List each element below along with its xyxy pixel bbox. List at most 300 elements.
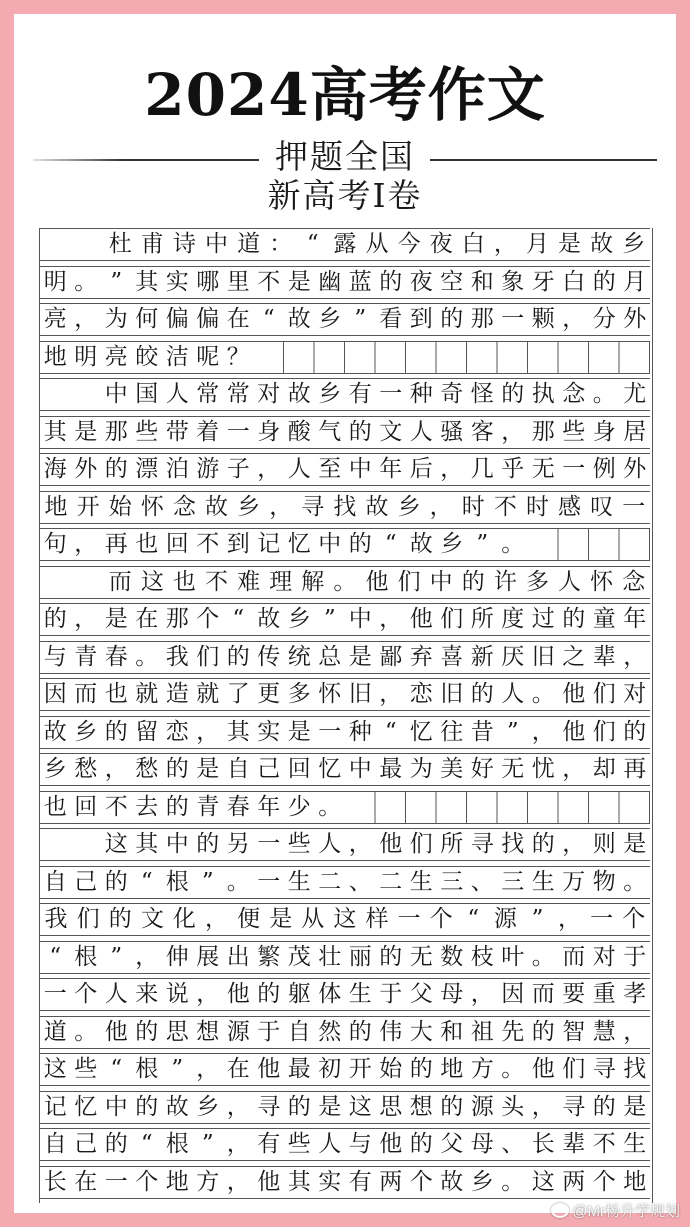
essay-char: 客 bbox=[467, 417, 498, 448]
essay-char: 些 bbox=[71, 1054, 102, 1085]
essay-char: 他 bbox=[254, 1167, 285, 1198]
essay-char: 外 bbox=[71, 454, 102, 485]
essay-char: 长 bbox=[40, 1167, 71, 1198]
essay-char: 种 bbox=[345, 717, 376, 748]
essay-char: ， bbox=[559, 829, 590, 860]
essay-char: 们 bbox=[72, 904, 104, 935]
essay-char: 尤 bbox=[620, 379, 651, 410]
essay-char: 源 bbox=[489, 904, 521, 935]
essay-char: 的 bbox=[528, 829, 559, 860]
essay-char: ， bbox=[376, 604, 407, 635]
essay-char: 而 bbox=[528, 979, 559, 1010]
essay-char: 便 bbox=[233, 904, 265, 935]
essay-char: 故 bbox=[586, 229, 618, 260]
essay-char: 的 bbox=[559, 604, 590, 635]
essay-char: 记 bbox=[40, 1092, 71, 1123]
essay-char: 一 bbox=[254, 829, 285, 860]
essay-char: 过 bbox=[528, 604, 559, 635]
essay-char: ， bbox=[425, 492, 457, 523]
essay-char: 喜 bbox=[437, 642, 468, 673]
essay-char: 繁 bbox=[254, 942, 285, 973]
essay-char: 往 bbox=[437, 717, 468, 748]
essay-char: 他 bbox=[559, 717, 590, 748]
essay-char: 始 bbox=[376, 1054, 407, 1085]
essay-row bbox=[40, 1053, 650, 1086]
essay-char: 旧 bbox=[345, 679, 376, 710]
essay-char: 对 bbox=[589, 942, 620, 973]
essay-char: 而 bbox=[559, 942, 590, 973]
essay-char: 长 bbox=[528, 1129, 559, 1160]
essay-char: 文 bbox=[376, 417, 407, 448]
essay-char: ， bbox=[345, 829, 376, 860]
page-title: 2024高考作文 bbox=[144, 61, 546, 129]
essay-char: 他 bbox=[223, 979, 254, 1010]
essay-char: 杜 bbox=[104, 229, 136, 260]
essay-char: 初 bbox=[315, 1054, 346, 1085]
essay-char: 里 bbox=[223, 267, 254, 298]
essay-char: 他 bbox=[406, 604, 437, 635]
essay-char: ： bbox=[265, 229, 297, 260]
essay-char: 自 bbox=[223, 754, 254, 785]
essay-char: 对 bbox=[254, 379, 285, 410]
essay-char bbox=[72, 229, 104, 260]
essay-char: 一 bbox=[254, 867, 285, 898]
essay-row bbox=[40, 866, 650, 899]
essay-char: 说 bbox=[162, 979, 193, 1010]
essay-char: 们 bbox=[559, 1054, 590, 1085]
essay-char: 明 bbox=[40, 267, 71, 298]
essay-char: 乡 bbox=[315, 379, 346, 410]
essay-char: 源 bbox=[467, 1092, 498, 1123]
essay-char: 身 bbox=[254, 417, 285, 448]
essay-char: 。 bbox=[498, 1167, 529, 1198]
essay-char: 个 bbox=[425, 904, 457, 935]
essay-char: 在 bbox=[223, 1054, 254, 1085]
essay-char: 更 bbox=[254, 679, 285, 710]
essay-char: 寻 bbox=[254, 1092, 285, 1123]
essay-char: 他 bbox=[376, 1129, 407, 1160]
essay-row bbox=[40, 828, 650, 861]
essay-char: 故 bbox=[40, 717, 71, 748]
essay-char: 例 bbox=[589, 454, 620, 485]
essay-char: 故 bbox=[254, 604, 285, 635]
essay-char: 母 bbox=[467, 1129, 498, 1160]
essay-char: 想 bbox=[406, 1092, 437, 1123]
essay-char: 故 bbox=[406, 529, 437, 560]
essay-char: ， bbox=[467, 979, 498, 1010]
essay-char: 而 bbox=[104, 567, 136, 598]
essay-char: 一 bbox=[40, 979, 71, 1010]
essay-char: 故 bbox=[162, 1092, 193, 1123]
essay-char: 道 bbox=[40, 1017, 71, 1048]
essay-char: 的 bbox=[101, 867, 132, 898]
essay-char: 句 bbox=[40, 529, 71, 560]
essay-char: 的 bbox=[101, 1129, 132, 1160]
essay-char: 他 bbox=[254, 1054, 285, 1085]
essay-char: 的 bbox=[162, 754, 193, 785]
essay-char: 其 bbox=[284, 1167, 315, 1198]
essay-char bbox=[40, 829, 71, 860]
essay-char: 忆 bbox=[284, 529, 315, 560]
essay-char: 寻 bbox=[297, 492, 329, 523]
essay-char: 身 bbox=[589, 417, 620, 448]
essay-char: 的 bbox=[104, 904, 136, 935]
essay-char: 有 bbox=[254, 1129, 285, 1160]
essay-char: 回 bbox=[71, 792, 102, 823]
essay-char: 旧 bbox=[528, 642, 559, 673]
essay-char: ， bbox=[71, 604, 102, 635]
essay-char: ， bbox=[559, 304, 590, 335]
essay-row bbox=[40, 678, 650, 711]
essay-char: 到 bbox=[223, 529, 254, 560]
essay-char: 是 bbox=[265, 904, 297, 935]
essay-row bbox=[40, 416, 650, 449]
essay-row bbox=[40, 903, 650, 936]
essay-char: 最 bbox=[284, 1054, 315, 1085]
essay-char: 夜 bbox=[425, 229, 457, 260]
essay-char: 是 bbox=[620, 829, 651, 860]
essay-char: 乡 bbox=[40, 754, 71, 785]
essay-char: 这 bbox=[528, 1167, 559, 1198]
essay-char: 骚 bbox=[437, 417, 468, 448]
essay-char: 恋 bbox=[406, 679, 437, 710]
essay-char: ” bbox=[467, 529, 498, 560]
essay-char: ， bbox=[489, 229, 521, 260]
essay-char: 茂 bbox=[284, 942, 315, 973]
essay-char: 蓝 bbox=[345, 267, 376, 298]
essay-char: ， bbox=[528, 1092, 559, 1123]
essay-char: ” bbox=[162, 1054, 193, 1085]
essay-char: 祖 bbox=[467, 1017, 498, 1048]
essay-char: 然 bbox=[315, 1017, 346, 1048]
essay-char: ， bbox=[254, 454, 285, 485]
essay-char: 慧 bbox=[589, 1017, 620, 1048]
essay-char: “ bbox=[223, 604, 254, 635]
essay-char: ， bbox=[620, 642, 651, 673]
essay-char: 人 bbox=[101, 979, 132, 1010]
essay-char: 始 bbox=[104, 492, 136, 523]
essay-char: 。 bbox=[223, 867, 254, 898]
essay-char: 中 bbox=[345, 604, 376, 635]
essay-char: 是 bbox=[101, 604, 132, 635]
essay-char: 一 bbox=[376, 379, 407, 410]
essay-char: 从 bbox=[361, 229, 393, 260]
essay-char: 愁 bbox=[132, 754, 163, 785]
essay-char: ” bbox=[498, 717, 529, 748]
essay-char bbox=[72, 567, 104, 598]
essay-row bbox=[40, 941, 650, 974]
essay-char: 忆 bbox=[406, 717, 437, 748]
essay-char: 带 bbox=[162, 417, 193, 448]
essay-char: ” bbox=[193, 867, 224, 898]
essay-char: 就 bbox=[132, 679, 163, 710]
essay-char: 中 bbox=[345, 754, 376, 785]
essay-char: 的 bbox=[589, 1092, 620, 1123]
essay-char: 弃 bbox=[406, 642, 437, 673]
essay-char: 故 bbox=[200, 492, 232, 523]
essay-char: 不 bbox=[101, 792, 132, 823]
essay-char: 忧 bbox=[528, 754, 559, 785]
essay-char: 气 bbox=[315, 417, 346, 448]
essay-char: 时 bbox=[521, 492, 553, 523]
essay-char: 为 bbox=[101, 304, 132, 335]
essay-char: 伸 bbox=[162, 942, 193, 973]
essay-char: 故 bbox=[284, 379, 315, 410]
essay-char: 多 bbox=[284, 679, 315, 710]
essay-char: 洁 bbox=[162, 342, 193, 373]
essay-char: 生 bbox=[620, 1129, 651, 1160]
essay-char: 呢 bbox=[193, 342, 224, 373]
essay-char: 找 bbox=[620, 1054, 651, 1085]
essay-char: 中 bbox=[162, 829, 193, 860]
essay-char: 的 bbox=[345, 1017, 376, 1048]
essay-char: ” bbox=[521, 904, 553, 935]
essay-char: 外 bbox=[620, 304, 651, 335]
essay-char: 。 bbox=[132, 642, 163, 673]
essay-char: 地 bbox=[620, 1167, 651, 1198]
essay-char: 个 bbox=[589, 1167, 620, 1198]
essay-char: 偏 bbox=[162, 304, 193, 335]
essay-row bbox=[40, 716, 650, 749]
essay-char: ？ bbox=[223, 342, 254, 373]
essay-char: 忆 bbox=[71, 1092, 102, 1123]
essay-row bbox=[40, 791, 650, 824]
essay-char: 个 bbox=[618, 904, 650, 935]
essay-char: ， bbox=[223, 1092, 254, 1123]
essay-char: 们 bbox=[437, 604, 468, 635]
essay-char: 其 bbox=[40, 417, 71, 448]
essay-char bbox=[40, 379, 71, 410]
essay-char: ， bbox=[71, 304, 102, 335]
essay-char: 鄙 bbox=[376, 642, 407, 673]
essay-char: 。 bbox=[498, 1054, 529, 1085]
essay-char: 叹 bbox=[586, 492, 618, 523]
essay-char bbox=[40, 567, 72, 598]
essay-char: 的 bbox=[589, 267, 620, 298]
essay-char: 二 bbox=[315, 867, 346, 898]
essay-char: 文 bbox=[136, 904, 168, 935]
essay-char: 解 bbox=[297, 567, 329, 598]
essay-char: 游 bbox=[193, 454, 224, 485]
essay-char: 的 bbox=[376, 267, 407, 298]
essay-char: 大 bbox=[406, 1017, 437, 1048]
essay-char: 年 bbox=[620, 604, 651, 635]
essay-char: 实 bbox=[162, 267, 193, 298]
essay-char: 对 bbox=[620, 679, 651, 710]
essay-char: “ bbox=[457, 904, 489, 935]
essay-char: 的 bbox=[345, 529, 376, 560]
essay-char bbox=[71, 379, 102, 410]
essay-char: 的 bbox=[254, 979, 285, 1010]
essay-char: 重 bbox=[589, 979, 620, 1010]
essay-char: 中 bbox=[200, 229, 232, 260]
essay-char: “ bbox=[132, 1129, 163, 1160]
essay-char: 两 bbox=[559, 1167, 590, 1198]
essay-char: 的 bbox=[132, 1017, 163, 1048]
essay-char: 青 bbox=[71, 642, 102, 673]
essay-char: 的 bbox=[40, 604, 71, 635]
essay-char: 三 bbox=[437, 867, 468, 898]
essay-char: 三 bbox=[498, 867, 529, 898]
essay-row bbox=[40, 528, 650, 561]
essay-char: 种 bbox=[406, 379, 437, 410]
essay-char: 留 bbox=[132, 717, 163, 748]
essay-char: ， bbox=[200, 904, 232, 935]
essay-char: 是 bbox=[193, 754, 224, 785]
essay-char: 的 bbox=[528, 1017, 559, 1048]
essay-char: 乎 bbox=[498, 454, 529, 485]
essay-char: 道 bbox=[233, 229, 265, 260]
essay-row bbox=[40, 228, 650, 261]
essay-char: 何 bbox=[132, 304, 163, 335]
essay-char: ， bbox=[223, 1129, 254, 1160]
essay-char: 于 bbox=[254, 1017, 285, 1048]
essay-char: 这 bbox=[40, 1054, 71, 1085]
essay-char: “ bbox=[376, 529, 407, 560]
essay-char: 。 bbox=[528, 942, 559, 973]
essay-char: 念 bbox=[559, 379, 590, 410]
essay-char: ， bbox=[193, 717, 224, 748]
essay-char: 地 bbox=[162, 1167, 193, 1198]
essay-char: 的 bbox=[437, 1092, 468, 1123]
subtitle-exam-paper: 新高考I卷 bbox=[267, 176, 423, 215]
essay-char: 辈 bbox=[589, 642, 620, 673]
essay-char: 。 bbox=[71, 267, 102, 298]
essay-char: 的 bbox=[345, 417, 376, 448]
essay-char: 物 bbox=[589, 867, 620, 898]
essay-char: 年 bbox=[254, 792, 285, 823]
essay-char: 与 bbox=[40, 642, 71, 673]
essay-char: 无 bbox=[528, 454, 559, 485]
essay-row bbox=[40, 378, 650, 411]
essay-char: 这 bbox=[329, 904, 361, 935]
essay-char: 常 bbox=[223, 379, 254, 410]
essay-char: 的 bbox=[101, 454, 132, 485]
essay-char: 的 bbox=[620, 717, 651, 748]
essay-char: 实 bbox=[315, 1167, 346, 1198]
essay-char: 之 bbox=[559, 642, 590, 673]
essay-char: 幽 bbox=[315, 267, 346, 298]
essay-char: 我 bbox=[162, 642, 193, 673]
essay-char: 因 bbox=[498, 979, 529, 1010]
essay-char: 也 bbox=[40, 792, 71, 823]
essay-char: 人 bbox=[315, 1129, 346, 1160]
essay-char: 愁 bbox=[71, 754, 102, 785]
essay-char: 乡 bbox=[437, 529, 468, 560]
essay-char: 白 bbox=[559, 267, 590, 298]
essay-char: 地 bbox=[40, 492, 72, 523]
essay-char: 酸 bbox=[284, 417, 315, 448]
essay-char: 许 bbox=[489, 567, 521, 598]
essay-char: 们 bbox=[193, 642, 224, 673]
essay-char: 乡 bbox=[71, 717, 102, 748]
essay-char: 的 bbox=[284, 1092, 315, 1123]
essay-char: 、 bbox=[345, 867, 376, 898]
essay-char: 青 bbox=[193, 792, 224, 823]
essay-row bbox=[40, 1128, 650, 1161]
essay-char: “ bbox=[254, 304, 285, 335]
essay-char: 感 bbox=[554, 492, 586, 523]
essay-char: 的 bbox=[376, 942, 407, 973]
essay-char: 月 bbox=[521, 229, 553, 260]
essay-char: 丽 bbox=[345, 942, 376, 973]
essay-char: ， bbox=[528, 717, 559, 748]
essay-row bbox=[40, 341, 650, 374]
essay-char: 的 bbox=[467, 679, 498, 710]
essay-char: 故 bbox=[284, 304, 315, 335]
essay-row bbox=[40, 603, 650, 636]
essay-char: 不 bbox=[589, 1129, 620, 1160]
essay-char: 童 bbox=[589, 604, 620, 635]
essay-char: 中 bbox=[425, 567, 457, 598]
essay-char: 人 bbox=[162, 379, 193, 410]
essay-char: 和 bbox=[467, 267, 498, 298]
essay-char: 这 bbox=[101, 829, 132, 860]
essay-char: 辈 bbox=[559, 1129, 590, 1160]
essay-char: 皎 bbox=[132, 342, 163, 373]
essay-char: 恋 bbox=[162, 717, 193, 748]
essay-char: 有 bbox=[345, 1167, 376, 1198]
essay-char: 居 bbox=[620, 417, 651, 448]
essay-char: 故 bbox=[437, 1167, 468, 1198]
essay-char: 开 bbox=[345, 1054, 376, 1085]
essay-char: 美 bbox=[437, 754, 468, 785]
essay-char: 一 bbox=[618, 492, 650, 523]
essay-char: 出 bbox=[223, 942, 254, 973]
essay-char: ” bbox=[193, 1129, 224, 1160]
essay-char: 诗 bbox=[168, 229, 200, 260]
essay-char: 地 bbox=[437, 1054, 468, 1085]
essay-char: 枝 bbox=[467, 942, 498, 973]
essay-char: ” bbox=[101, 942, 132, 973]
essay-char: ” bbox=[345, 304, 376, 335]
essay-char: 到 bbox=[406, 304, 437, 335]
essay-char: 乡 bbox=[233, 492, 265, 523]
weibo-icon bbox=[551, 1203, 569, 1218]
essay-char: 于 bbox=[620, 942, 651, 973]
essay-char bbox=[40, 229, 72, 260]
essay-char: 化 bbox=[168, 904, 200, 935]
essay-char: ， bbox=[265, 492, 297, 523]
essay-char: 其 bbox=[132, 829, 163, 860]
essay-char: 伟 bbox=[376, 1017, 407, 1048]
essay-char: 是 bbox=[284, 717, 315, 748]
essay-char: 其 bbox=[132, 267, 163, 298]
essay-char: 在 bbox=[223, 304, 254, 335]
essay-char: 自 bbox=[40, 1129, 71, 1160]
essay-char: ， bbox=[101, 754, 132, 785]
essay-char: 是 bbox=[71, 417, 102, 448]
essay-char: 再 bbox=[620, 754, 651, 785]
essay-char: 不 bbox=[254, 267, 285, 298]
essay-row bbox=[40, 978, 650, 1011]
essay-char: 偏 bbox=[193, 304, 224, 335]
essay-char: 却 bbox=[589, 754, 620, 785]
essay-char: ， bbox=[559, 754, 590, 785]
essay-char: 开 bbox=[72, 492, 104, 523]
essay-char: 明 bbox=[71, 342, 102, 373]
essay-char: 怀 bbox=[315, 679, 346, 710]
essay-char: 看 bbox=[376, 304, 407, 335]
essay-char: 人 bbox=[315, 829, 346, 860]
essay-char: 人 bbox=[498, 679, 529, 710]
essay-char: 从 bbox=[297, 904, 329, 935]
essay-char: ， bbox=[223, 1167, 254, 1198]
essay-char: 后 bbox=[406, 454, 437, 485]
essay-char: 乡 bbox=[467, 1167, 498, 1198]
essay-char: 这 bbox=[136, 567, 168, 598]
essay-char: 们 bbox=[406, 829, 437, 860]
